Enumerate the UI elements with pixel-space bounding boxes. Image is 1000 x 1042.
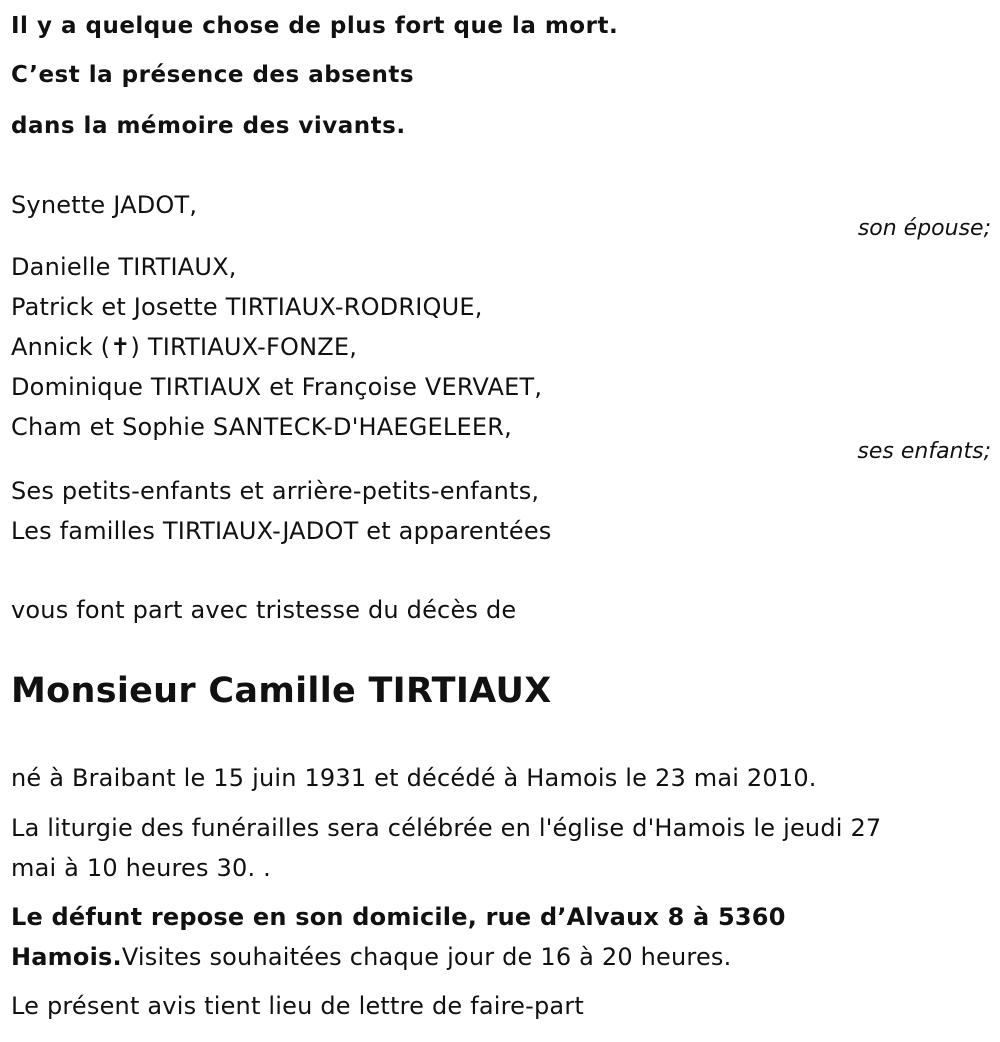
child-3-rest: ) TIRTIAUX-FONZE, (130, 333, 358, 361)
child-3 (11, 332, 357, 362)
quote-line-1: Il y a quelque chose de plus fort que la mort. (11, 13, 619, 39)
families: Les familles TIRTIAUX-JADOT et apparentées (11, 517, 552, 545)
spouse-name: Synette JADOT, (11, 191, 198, 219)
child-3-first: Annick ( (11, 333, 111, 361)
obituary-notice (11, 0, 991, 1042)
quote-line-2: C’est la présence des absents (11, 62, 415, 88)
quote-line-3: dans la mémoire des vivants. (11, 113, 406, 139)
children-role: ses enfants; (857, 439, 991, 464)
child-4: Dominique TIRTIAUX et Françoise VERVAET, (11, 373, 543, 401)
birth-death-line: né à Braibant le 15 juin 1931 et décédé à Hamois le 23 mai 2010. (11, 764, 817, 792)
funeral-line-2: mai à 10 heures 30. . (11, 854, 271, 882)
grandchildren: Ses petits-enfants et arrière-petits-enfants, (11, 477, 540, 505)
deceased-name: Monsieur Camille TIRTIAUX (11, 671, 552, 711)
repose-place: Hamois. (11, 943, 122, 971)
child-5: Cham et Sophie SANTECK-D'HAEGELEER, (11, 413, 512, 441)
funeral-line-1: La liturgie des funérailles sera célébrée en l'église d'Hamois le jeudi 27 (11, 814, 882, 842)
notice-line: Le présent avis tient lieu de lettre de faire-part (11, 992, 585, 1020)
visits-text: Visites souhaitées chaque jour de 16 à 20 heures. (121, 943, 732, 971)
child-2: Patrick et Josette TIRTIAUX-RODRIQUE, (11, 293, 483, 321)
announcement: vous font part avec tristesse du décès de (11, 596, 517, 624)
repose-line-1: Le défunt repose en son domicile, rue d’Alvaux 8 à 5360 (11, 903, 786, 931)
repose-line-2 (11, 942, 731, 972)
cross-icon: ✝ (110, 333, 131, 361)
spouse-role: son épouse; (857, 216, 991, 241)
child-1: Danielle TIRTIAUX, (11, 253, 237, 281)
